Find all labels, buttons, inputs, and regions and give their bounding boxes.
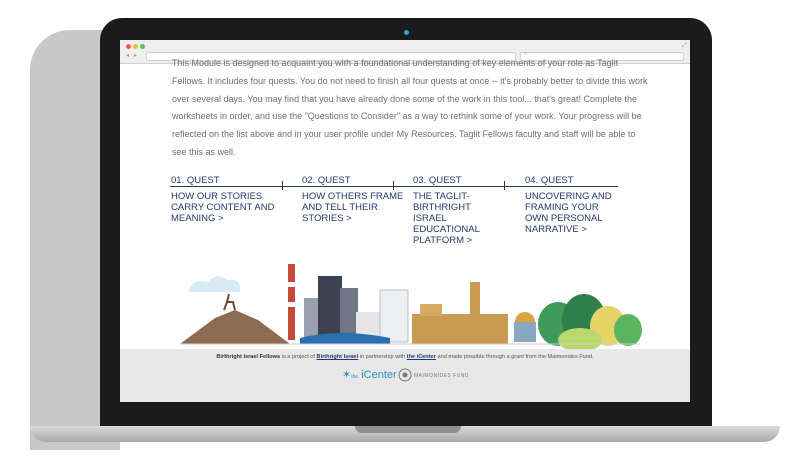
page-footer [120, 349, 690, 402]
search-icon: ⌕ [524, 51, 528, 57]
quest-title[interactable]: HOW OUR STORIES CARRY CONTENT AND MEANING > [171, 191, 275, 224]
cloud-shape [188, 276, 240, 292]
israel-skyline-illustration [180, 260, 640, 356]
quest-separator [504, 181, 505, 190]
quest-separator [282, 181, 283, 190]
quest-number: 03. QUEST [413, 175, 462, 186]
quest-4-link[interactable] [525, 175, 619, 235]
minimize-window-icon[interactable] [133, 44, 138, 49]
camera-icon [404, 30, 409, 35]
maimonides-emblem-icon [398, 368, 412, 382]
forward-arrow-icon[interactable]: ▸ [134, 53, 138, 59]
quest-1-link[interactable] [171, 175, 277, 224]
modern-building [380, 290, 408, 342]
quest-title[interactable]: HOW OTHERS FRAME AND TELL THEIR STORIES > [302, 191, 404, 224]
ibex-icon [224, 294, 235, 310]
footer-credit-text: Birthright Israel Fellows is a project of Birthright Israel in partnership with the iCenter and made possible through a grant from the Maimonides Fund. [216, 354, 594, 360]
icenter-logo: ✶the iCenter [342, 369, 397, 381]
maximize-window-icon[interactable] [140, 44, 145, 49]
laptop-notch [355, 426, 461, 433]
quest-number: 04. QUEST [525, 175, 574, 186]
birthright-israel-link[interactable]: Birthright Israel [316, 354, 359, 360]
icenter-link[interactable]: the iCenter [406, 354, 436, 360]
quest-3-link[interactable] [413, 175, 493, 246]
intro-paragraph: This Module is designed to acquaint you with a foundational understanding of key elements of your role as Taglit Fellows. It includes four quests. You do not need to finish all four quests at once -- it's probably better to divide this work over several days. You may find that you have already done some of the work in this tool... that's great! Complete the worksheets in order, and use the "Questions to Consider" as a way to rethink some of your work. Your progress will be reflected on the list above and in your user profile under My Resources. Taglit Fellows faculty and staff will be able to see this as well. [172, 58, 648, 157]
hill-shape [180, 310, 290, 344]
quest-number: 02. QUEST [302, 175, 351, 186]
quest-2-link[interactable] [302, 175, 408, 224]
close-window-icon[interactable] [126, 44, 131, 49]
quest-number: 01. QUEST [171, 175, 220, 186]
laptop-screen [120, 40, 690, 402]
maimonides-fund-logo: MAIMONIDES FUND [398, 368, 412, 387]
tower-building [318, 276, 342, 342]
quest-title[interactable]: UNCOVERING AND FRAMING YOUR OWN PERSONAL NARRATIVE > [525, 191, 612, 235]
back-arrow-icon[interactable]: ◂ [126, 53, 130, 59]
tree-shape [614, 314, 642, 346]
old-city-wall [412, 314, 508, 344]
fullscreen-icon[interactable]: ⤢ [682, 43, 687, 49]
page-content [120, 58, 690, 402]
footer-org-name: Birthright Israel Fellows [216, 354, 281, 360]
quest-title[interactable]: THE TAGLIT-BIRTHRIGHT ISRAEL EDUCATIONAL PLATFORM > [413, 191, 480, 246]
citadel-tower [470, 282, 480, 316]
